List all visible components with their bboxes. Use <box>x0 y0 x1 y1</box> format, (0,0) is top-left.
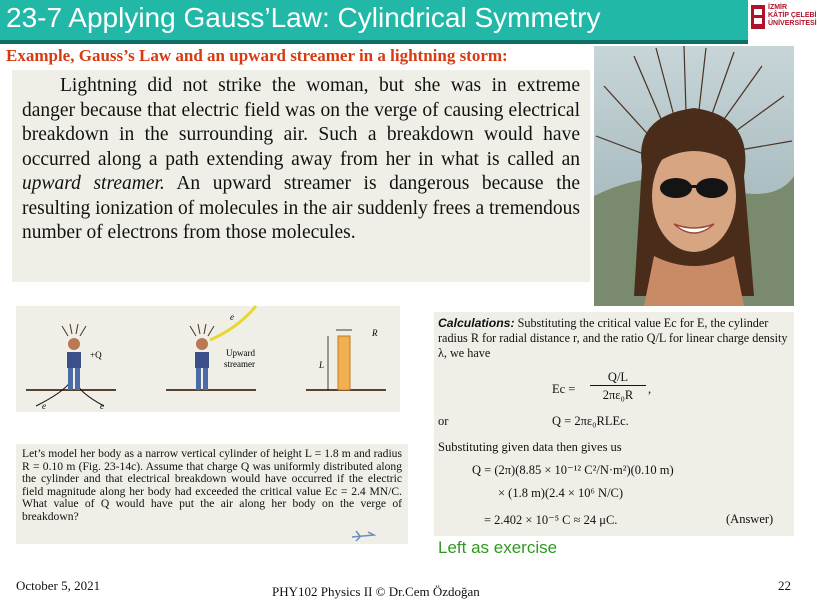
footer-course: PHY102 Physics II © Dr.Cem Özdoğan <box>272 584 480 599</box>
figure-electron-top-label: e <box>230 312 234 322</box>
figure-length-label: L <box>319 360 325 370</box>
equation-1-numerator: Q/L <box>590 370 646 386</box>
body-text-italic: upward streamer. <box>22 173 165 194</box>
equation-3-line-3: = 2.402 × 10⁻⁵ C ≈ 24 μC. <box>484 513 618 527</box>
footer-date: October 5, 2021 <box>16 578 101 593</box>
logo-emblem-icon <box>748 0 768 44</box>
left-as-exercise: Left as exercise <box>438 538 558 557</box>
figure-23-14 <box>16 306 400 412</box>
figure-panel-a <box>26 324 116 411</box>
figure-panel-c <box>306 328 386 390</box>
problem-statement: Let’s model her body as a narrow vertical cylinder of height L = 1.8 m and radius R = 0.10 m (Fig. 23-14c). Assume that charge Q was uniformly distributed along the cylinder and that electrical breakdown would have occurred if the electric field magnitude along her body had exceeded the critical value Ec = 2.4 MN/C. What value of Q would have put the air along her body on the verge of breakdown? <box>22 447 402 523</box>
calculations-intro: Substituting the critical value Ec for E, the cylinder radius R for radial distance r, and the ratio Q/L for linear charge density λ, we have <box>438 316 788 360</box>
calculations-box <box>434 312 794 536</box>
logo-line-2: KÂTİP ÇELEBİ <box>768 12 817 19</box>
or-label: or <box>438 414 449 428</box>
body-text-part-3: An upward streamer is dangerous because the resulting ionization of molecules in the air suddenly frees a tremendous number of electrons from those molecules. <box>22 173 581 243</box>
equation-3-line-1: Q = (2π)(8.85 × 10⁻¹² C²/N·m²)(0.10 m) <box>472 463 674 477</box>
calculations-heading: Calculations: <box>438 316 515 330</box>
equation-1-end: , <box>648 382 652 396</box>
slide-title: 23-7 Applying Gauss’Law: Cylindrical Symmetry <box>6 2 601 33</box>
equation-1-lhs: Ec = <box>552 382 576 396</box>
equation-1-denominator: 2πε₀R <box>602 388 634 402</box>
airplane-icon <box>350 530 376 542</box>
logo-line-1: İZMİR <box>768 4 788 11</box>
body-text-box <box>12 70 590 282</box>
figure-streamer-label-1: Upward <box>226 348 255 358</box>
university-logo <box>748 0 817 44</box>
figure-electron-left-label: e <box>42 401 46 411</box>
title-bar-shadow <box>0 40 748 44</box>
figure-charge-label: +Q <box>90 350 102 360</box>
figure-streamer-label-2: streamer <box>224 359 255 369</box>
equation-3-line-2: × (1.8 m)(2.4 × 10⁶ N/C) <box>498 486 624 500</box>
example-heading: Example, Gauss’s Law and an upward streamer in a lightning storm: <box>6 46 508 65</box>
logo-line-3: ÜNİVERSİTESİ <box>768 20 817 27</box>
title-bar <box>0 0 800 44</box>
woman-photo <box>594 46 794 306</box>
equation-2: Q = 2πε₀RLEc. <box>552 414 629 428</box>
answer-label: (Answer) <box>726 512 774 526</box>
body-text <box>12 70 590 246</box>
footer-page-number: 22 <box>778 578 791 593</box>
given-text: Substituting given data then gives us <box>438 440 622 454</box>
problem-statement-box <box>16 444 408 544</box>
body-text-part-1: Lightning did not strike the woman, but she was in extreme danger because that electric field was on the verge of causing electrical breakdown in the surrounding air. Such a breakdown would have occurred along a path extending away from her in what is called an <box>22 75 580 170</box>
figure-panel-b <box>166 306 256 390</box>
figure-radius-label: R <box>372 328 378 338</box>
figure-electron-right-label: e <box>100 401 104 411</box>
